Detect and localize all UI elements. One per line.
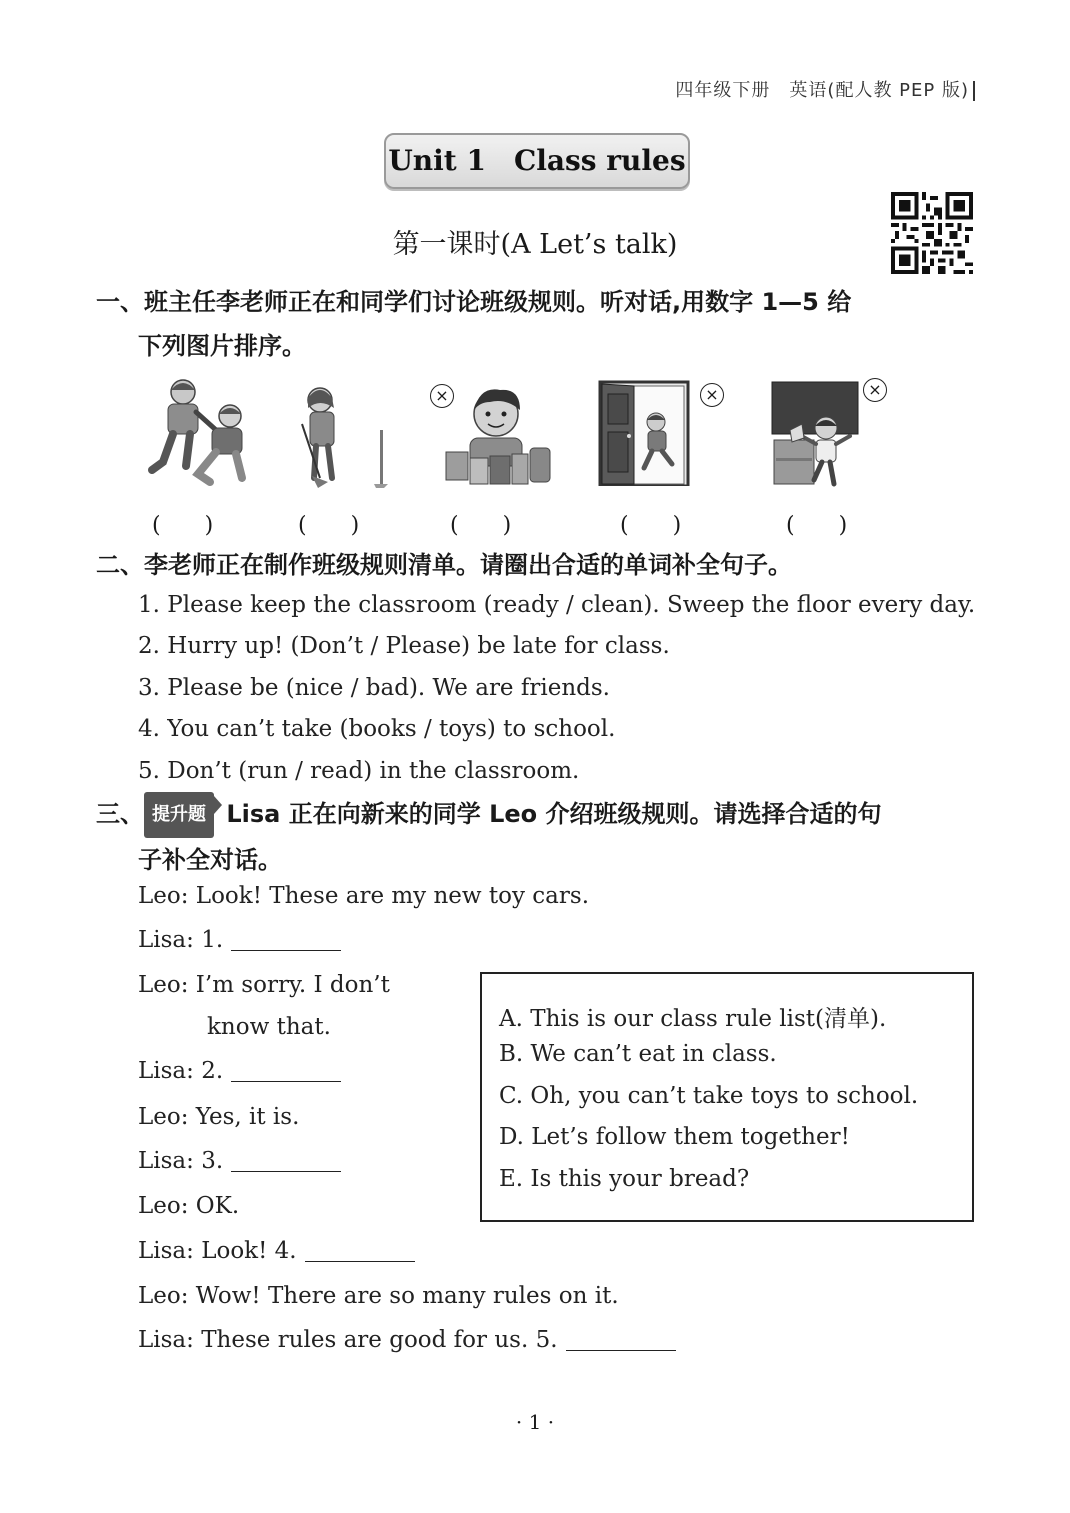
dialogue-line-9: Leo: Wow! There are so many rules on it. (138, 1283, 619, 1309)
sentence-item-4: 4. You can’t take (books / toys) to school. (138, 716, 616, 742)
dialogue-line-5: Leo: Yes, it is. (138, 1104, 300, 1130)
helping-friend-picture (138, 378, 250, 488)
section-3-line2: 子补全对话。 (138, 846, 282, 874)
dialogue-line-3-cont: know that. (207, 1014, 331, 1040)
section-3-title-text: Lisa 正在向新来的同学 Leo 介绍班级规则。请选择合适的句 (226, 800, 882, 828)
dialogue-line-8: Lisa: Look! 4. (138, 1238, 415, 1264)
lesson-title: 第一课时(A Let’s talk) (392, 229, 678, 260)
dialogue-line-2: Lisa: 1. (138, 927, 341, 953)
dialogue-line-6: Lisa: 3. (138, 1148, 341, 1174)
book-header (675, 76, 975, 102)
book-header-text: 四年级下册 英语(配人教 PEP 版) (675, 80, 969, 101)
late-at-door-picture (598, 380, 690, 486)
section-1-line1: 一、班主任李老师正在和同学们讨论班级规则。听对话,用数字 1—5 给 (96, 288, 852, 316)
answer-paren-2[interactable]: ( ) (298, 513, 360, 538)
sweeping-floor-picture (292, 378, 388, 490)
section-1-title (96, 280, 976, 368)
running-in-classroom-picture (770, 380, 860, 488)
answer-paren-4[interactable]: ( ) (620, 513, 682, 538)
answer-paren-5[interactable]: ( ) (786, 513, 848, 538)
cross-mark-icon: × (700, 383, 724, 407)
advanced-tag: 提升题 (144, 792, 214, 838)
unit-title-box (384, 133, 690, 189)
dialogue-line-10: Lisa: These rules are good for us. 5. (138, 1327, 676, 1353)
page-number: · 1 · (515, 1410, 555, 1434)
answer-blank-4[interactable] (305, 1239, 415, 1262)
option-e: E. Is this your bread? (499, 1166, 750, 1192)
dialogue-line-3: Leo: I’m sorry. I don’t (138, 972, 390, 998)
answer-paren-1[interactable]: ( ) (152, 513, 214, 538)
answer-blank-5[interactable] (566, 1328, 676, 1351)
option-a: A. This is our class rule list(清单). (499, 1006, 887, 1032)
section-2-title: 二、李老师正在制作班级规则清单。请圈出合适的单词补全句子。 (96, 551, 792, 579)
sentence-item-2: 2. Hurry up! (Don’t / Please) be late for class. (138, 633, 670, 659)
header-bar (973, 81, 975, 101)
answer-blank-2[interactable] (231, 1059, 341, 1082)
qr-code-icon[interactable] (890, 192, 974, 274)
option-c: C. Oh, you can’t take toys to school. (499, 1083, 919, 1109)
unit-title: Unit 1 Class rules (388, 144, 686, 177)
option-b: B. We can’t eat in class. (499, 1041, 777, 1067)
cross-mark-icon: × (430, 384, 454, 408)
dialogue-line-4: Lisa: 2. (138, 1058, 341, 1084)
cross-mark-icon: × (863, 378, 887, 402)
section-1-line2: 下列图片排序。 (138, 332, 306, 360)
section-3-prefix: 三、 (96, 800, 144, 828)
options-box (480, 972, 974, 1222)
sentence-item-3: 3. Please be (nice / bad). We are friends. (138, 675, 610, 701)
sentence-item-5: 5. Don’t (run / read) in the classroom. (138, 758, 580, 784)
answer-paren-3[interactable]: ( ) (450, 513, 512, 538)
section-3-title (96, 792, 976, 882)
answer-blank-1[interactable] (231, 928, 341, 951)
option-d: D. Let’s follow them together! (499, 1124, 850, 1150)
dialogue-line-1: Leo: Look! These are my new toy cars. (138, 883, 590, 909)
answer-blank-3[interactable] (231, 1149, 341, 1172)
dialogue-line-7: Leo: OK. (138, 1193, 240, 1219)
sentence-item-1: 1. Please keep the classroom (ready / clean). Sweep the floor every day. (138, 592, 976, 618)
eating-in-class-picture (440, 380, 554, 488)
